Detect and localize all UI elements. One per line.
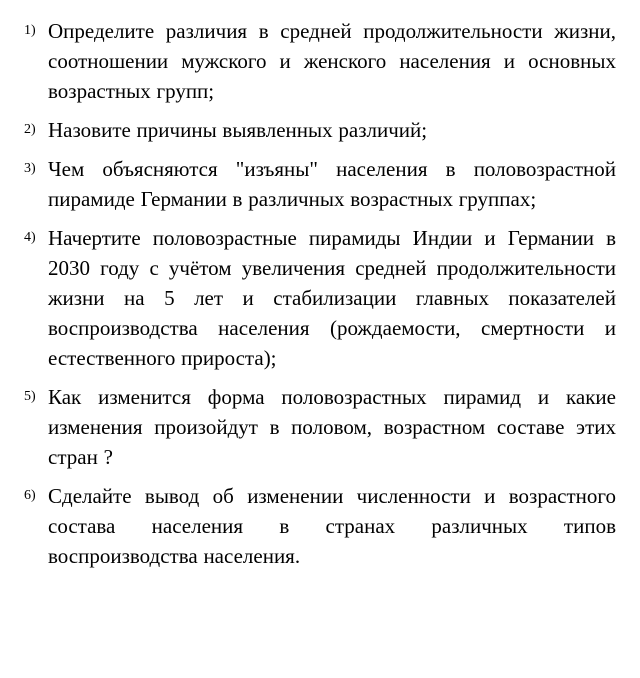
list-item [22,382,616,472]
list-item-text: Определите различия в средней продолжительности жизни, соотношении мужского и женского населения и основных возрастных групп; [48,19,616,103]
list-item-marker: 6) [24,488,36,503]
list-item-marker: 1) [24,23,36,38]
list-item-text: Назовите причины выявленных различий; [48,118,428,142]
task-list [22,16,616,571]
list-item [22,16,616,106]
list-item [22,481,616,571]
list-item-text: Чем объясняются "изъяны" населения в половозрастной пирамиде Германии в различных возрастных группах; [48,157,616,211]
list-item-marker: 4) [24,230,36,245]
list-item-marker: 5) [24,389,36,404]
list-item-text: Начертите половозрастные пирамиды Индии и Германии в 2030 году с учётом увеличения средней продолжительности жизни на 5 лет и стабилизации главных показателей воспроизводства населения (рождаемости, смертности и естественного прироста); [48,226,616,370]
list-item-text: Сделайте вывод об изменении численности и возрастного состава населения в странах различных типов воспроизводства населения. [48,484,616,568]
list-item [22,223,616,373]
list-item-text: Как изменится форма половозрастных пирамид и какие изменения произойдут в половом, возрастном составе этих стран ? [48,385,616,469]
list-item-marker: 2) [24,122,36,137]
list-item [22,154,616,214]
list-item [22,115,616,145]
list-item-marker: 3) [24,161,36,176]
